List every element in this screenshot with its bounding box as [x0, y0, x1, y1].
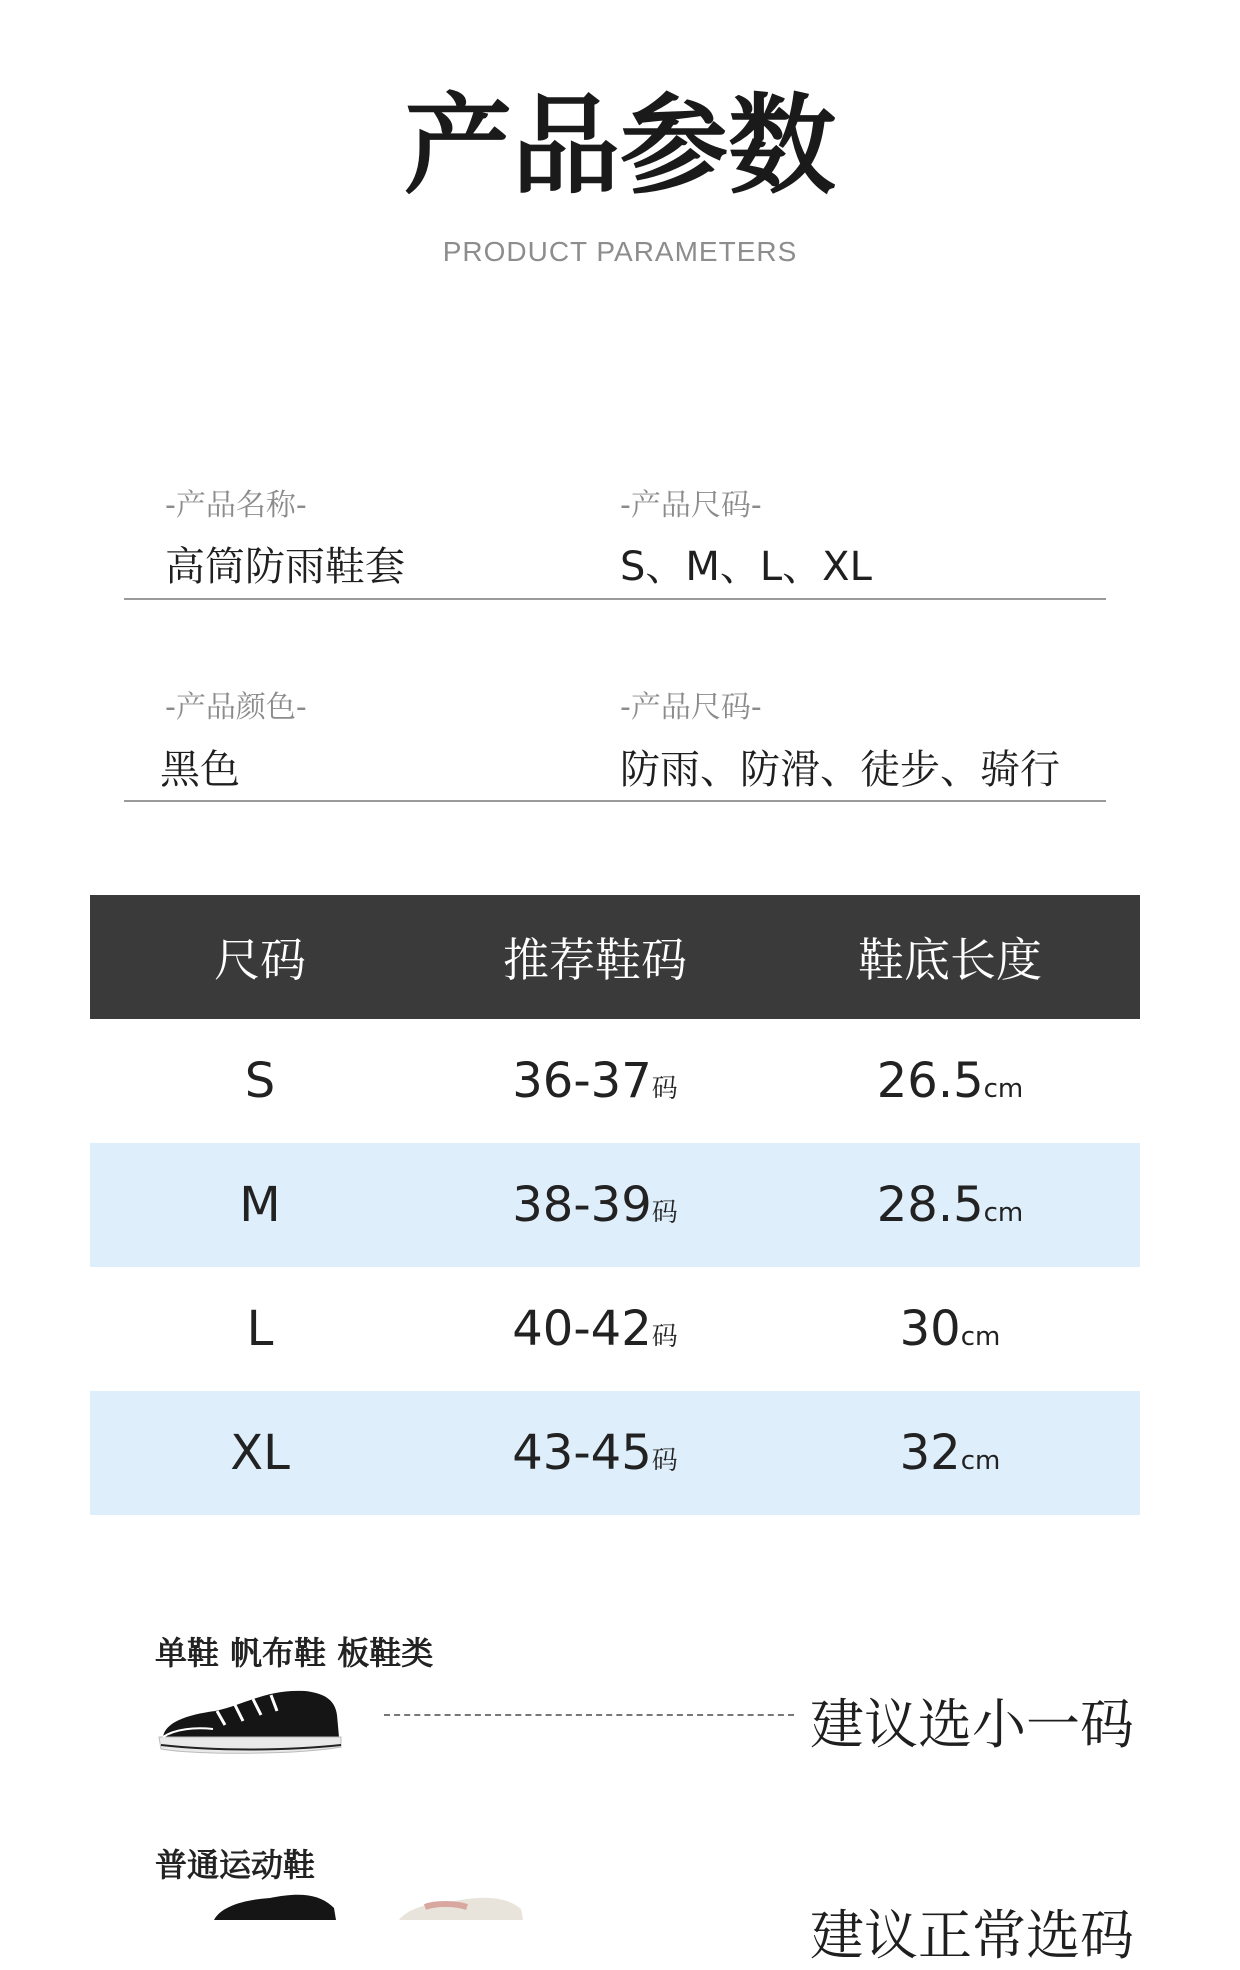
size-table [90, 895, 1140, 1515]
canvas-shoe-icon [155, 1685, 345, 1760]
shoe-size-value: 36-37 [512, 1053, 652, 1109]
product-color-value: 黑色 [160, 747, 240, 793]
page-title: 产品参数 [403, 84, 836, 209]
sole-length-unit: cm [960, 1322, 1001, 1352]
shoe-size-unit: 码 [651, 1198, 678, 1228]
shoe-size-value: 38-39 [512, 1177, 652, 1233]
sole-length-value: 28.5 [876, 1177, 984, 1233]
sole-length-cell [760, 1301, 1140, 1357]
recommendation-advice: 建议正常选码 [810, 1904, 1134, 1967]
column-header-sole-length: 鞋底长度 [858, 933, 1042, 987]
sole-length-unit: cm [960, 1446, 1001, 1476]
sole-length-value: 30 [899, 1301, 961, 1357]
column-header-shoe-size: 推荐鞋码 [503, 933, 687, 987]
sole-length-value: 32 [899, 1425, 961, 1481]
recommendation-advice: 建议选小一码 [810, 1693, 1134, 1756]
sole-length-unit: cm [983, 1198, 1024, 1228]
table-row [90, 1019, 1140, 1143]
shoe-size-unit: 码 [651, 1322, 678, 1352]
product-color-label: -产品颜色- [165, 690, 307, 725]
shoe-size-value: 43-45 [512, 1425, 652, 1481]
page-subtitle: PRODUCT PARAMETERS [442, 236, 798, 267]
table-header-row [90, 895, 1140, 1019]
shoe-size-cell [430, 1301, 760, 1357]
sole-length-cell [760, 1425, 1140, 1481]
sneaker-black-icon [210, 1890, 340, 1920]
divider [124, 598, 1106, 600]
table-row [90, 1143, 1140, 1267]
product-name-value: 高筒防雨鞋套 [165, 544, 405, 590]
shoe-size-cell [430, 1177, 760, 1233]
product-size-value: S、M、L、XL [620, 544, 872, 590]
shoe-size-unit: 码 [651, 1446, 678, 1476]
sole-length-unit: cm [983, 1074, 1024, 1104]
size-cell: M [239, 1177, 281, 1233]
shoe-size-cell [430, 1053, 760, 1109]
shoe-size-value: 40-42 [512, 1301, 652, 1357]
table-row [90, 1391, 1140, 1515]
shoe-size-unit: 码 [651, 1074, 678, 1104]
product-use-label: -产品尺码- [620, 690, 762, 725]
dashed-connector [384, 1714, 794, 1716]
product-size-label: -产品尺码- [620, 488, 762, 523]
size-cell: XL [230, 1425, 290, 1481]
sole-length-value: 26.5 [876, 1053, 984, 1109]
divider [124, 800, 1106, 802]
sole-length-cell [760, 1053, 1140, 1109]
sneaker-white-icon [395, 1893, 525, 1920]
size-cell: L [246, 1301, 274, 1357]
table-row [90, 1267, 1140, 1391]
recommendation-label: 单鞋 帆布鞋 板鞋类 [155, 1634, 434, 1672]
product-name-label: -产品名称- [165, 488, 307, 523]
recommendation-label: 普通运动鞋 [155, 1846, 316, 1884]
product-use-value: 防雨、防滑、徒步、骑行 [620, 747, 1060, 793]
shoe-size-cell [430, 1425, 760, 1481]
size-cell: S [244, 1053, 276, 1109]
column-header-size: 尺码 [214, 933, 306, 987]
sole-length-cell [760, 1177, 1140, 1233]
